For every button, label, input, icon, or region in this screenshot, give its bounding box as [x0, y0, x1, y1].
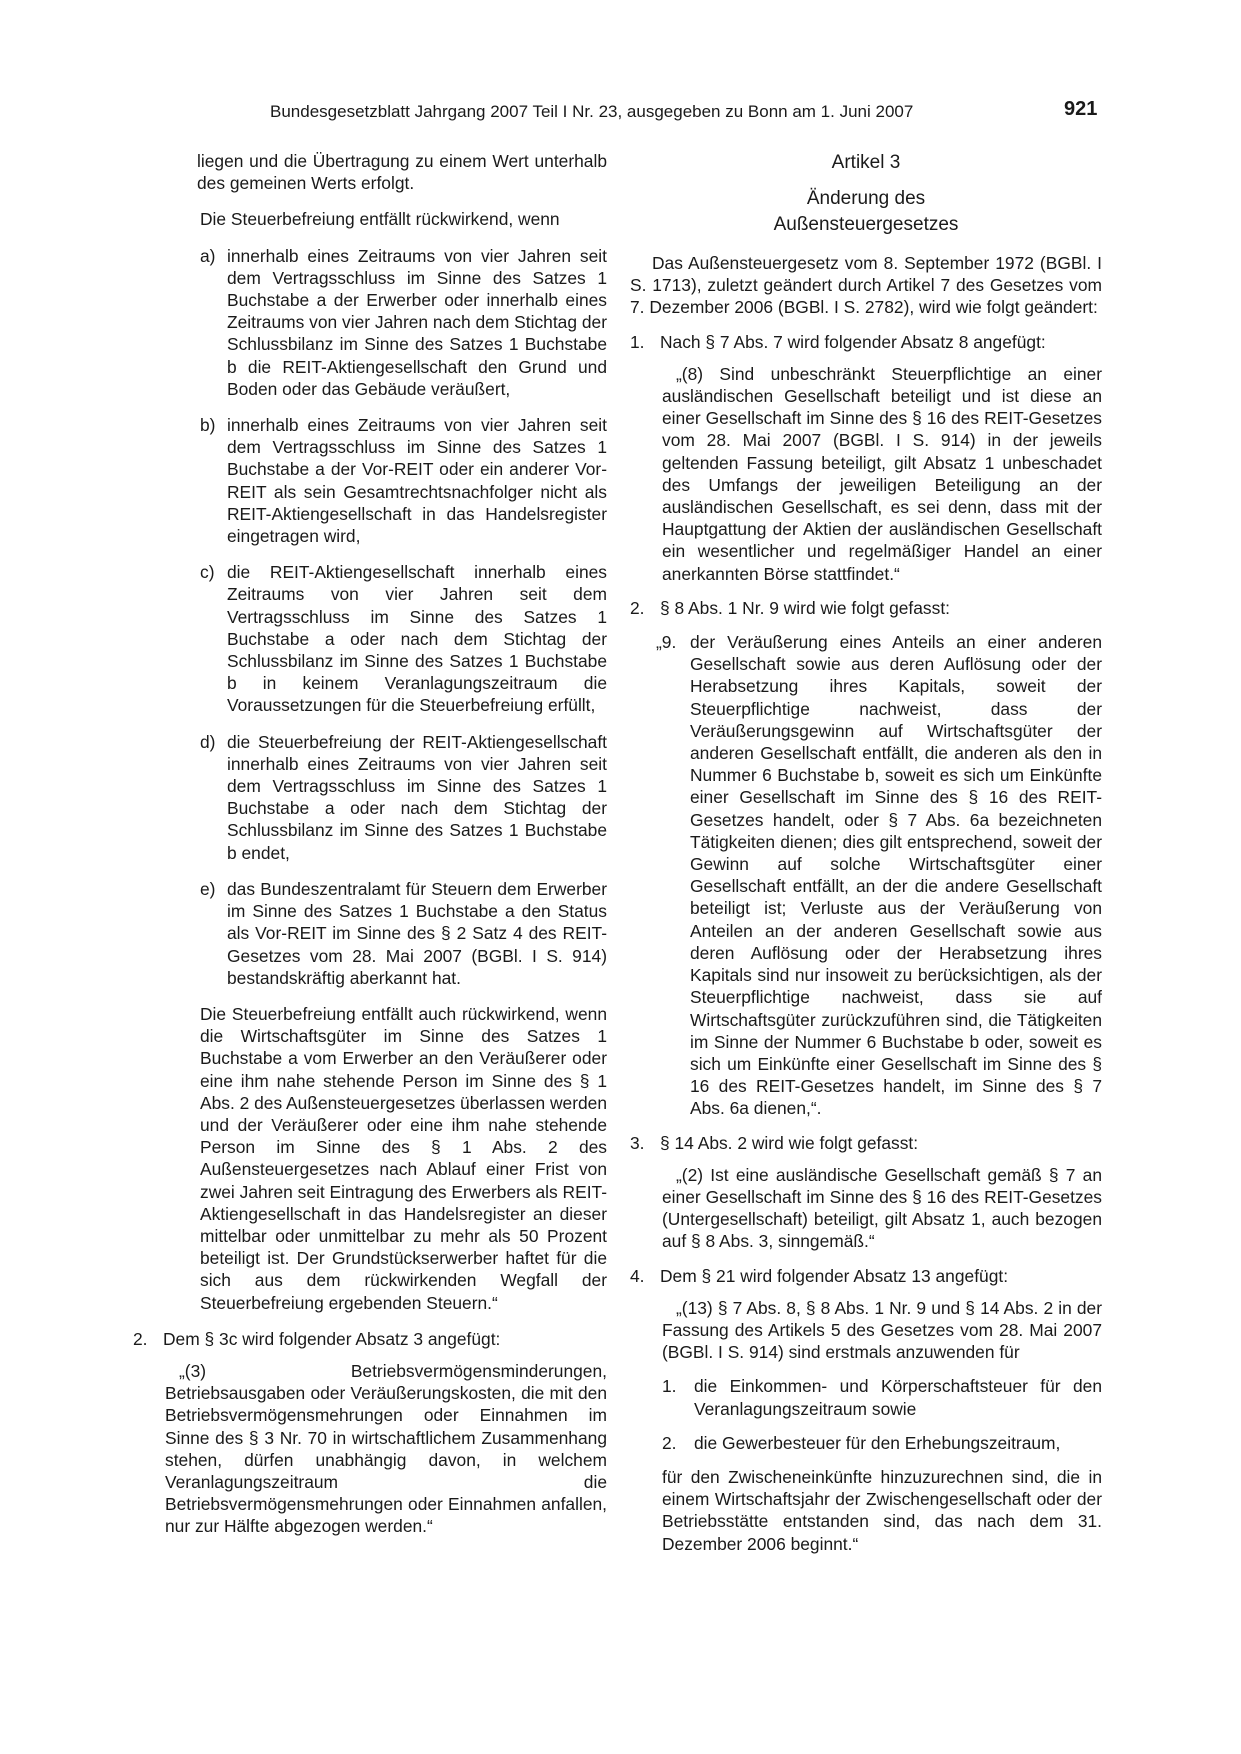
item-text: § 14 Abs. 2 wird wie folgt gefasst:	[660, 1132, 919, 1153]
list-item	[133, 878, 607, 989]
quote-absatz-3: „(3) Betriebsvermögensminderungen, Betriebsausgaben oder Veräußerungskosten, die mit den Betriebsvermögensmehrungen oder Einnahmen im Sinne des § 3 Nr. 70 in wirtschaftlichem Zusammenhang stehen, dürfen unabhängig davon, in welchem Veranlagungszeitraum die Betriebsvermögensmehrungen oder Einnahmen anfallen, nur zur Hälfte abgezogen werden.“	[165, 1360, 607, 1537]
list-text: die Gewerbesteuer für den Erhebungszeitraum,	[694, 1432, 1061, 1453]
list-label: 1.	[662, 1376, 677, 1397]
list-item	[133, 561, 607, 716]
item-text: § 8 Abs. 1 Nr. 9 wird wie folgt gefasst:	[660, 597, 950, 618]
numbered-item-4	[630, 1265, 1102, 1287]
right-column	[630, 150, 1102, 1555]
item-number: 3.	[630, 1132, 645, 1153]
page-number: 921	[1064, 98, 1098, 120]
list-item	[133, 245, 607, 400]
list-item	[133, 414, 607, 547]
list-label: d)	[200, 731, 216, 752]
left-column	[133, 150, 607, 1538]
numbered-item-3	[630, 1132, 1102, 1154]
numbered-item-2	[630, 597, 1102, 619]
page-header	[0, 98, 1241, 128]
numbered-item-2	[133, 1328, 607, 1350]
list-label: e)	[200, 878, 216, 899]
list-item	[630, 1375, 1102, 1419]
quote-absatz-13: „(13) § 7 Abs. 8, § 8 Abs. 1 Nr. 9 und § 14 Abs. 2 in der Fassung des Artikels 5 des Gesetzes vom 28. Mai 2007 (BGBl. I S. 914) sind erstmals anzuwenden für	[662, 1297, 1102, 1363]
list-text: innerhalb eines Zeitraums von vier Jahren seit dem Vertragsschluss im Sinne des Satzes 1 Buchstabe a der Vor-REIT oder ein anderer Vor-REIT als sein Gesamtrechtsnachfolger nicht als REIT-Aktiengesellschaft in das Handelsregister eingetragen wird,	[227, 415, 607, 547]
item-number: 4.	[630, 1265, 645, 1286]
list-label: a)	[200, 245, 216, 266]
item-text: Nach § 7 Abs. 7 wird folgender Absatz 8 angefügt:	[660, 331, 1046, 352]
list-text: das Bundeszentralamt für Steuern dem Erwerber im Sinne des Satzes 1 Buchstabe a den Status als Vor-REIT im Sinne des § 2 Satz 4 des REIT-Gesetzes vom 28. Mai 2007 (BGBl. I S. 914) bestandskräftig aberkannt hat.	[227, 878, 607, 988]
list-text: die Einkommen- und Körperschaftsteuer für den Veranlagungszeitraum sowie	[694, 1376, 1102, 1419]
list-text: innerhalb eines Zeitraums von vier Jahren seit dem Vertragsschluss im Sinne des Satzes 1 Buchstabe a der Erwerber oder innerhalb eines Zeitraums von vier Jahren nach dem Stichtag der Schlussbilanz im Sinne des Satzes 1 Buchstabe b die REIT-Aktiengesellschaft den Grund und Boden oder das Gebäude veräußert,	[227, 245, 607, 399]
article-heading-line1: Änderung des	[806, 188, 926, 209]
list-item	[630, 1432, 1102, 1454]
quote-nummer-9	[630, 631, 1102, 1119]
quote-absatz-8: „(8) Sind unbeschränkt Steuerpflichtige an einer ausländischen Gesellschaft beteiligt und ist diese an einer Gesellschaft im Sinne des § 16 des REIT-Gesetzes vom 28. Mai 2007 (BGBl. I S. 914) in der jeweils geltenden Fassung beteiligt, gilt Absatz 1 unbeschadet des Umfangs der jeweiligen Beteiligung an der ausländischen Gesellschaft, es sei denn, dass mit der Hauptgattung der Aktien der ausländischen Gesellschaft ein wesentlicher und regelmäßiger Handel an einer anerkannten Börse stattfindet.“	[662, 363, 1102, 584]
list-text: die REIT-Aktiengesellschaft innerhalb eines Zeitraums von vier Jahren seit dem Vertragsschluss im Sinne des Satzes 1 Buchstabe a oder nach dem Stichtag der Schlussbilanz im Sinne des Satzes 1 Buchstabe b in keinem Veranlagungszeitraum die Voraussetzungen für die Steuerbefreiung erfüllt,	[227, 562, 607, 716]
list-label: 2.	[662, 1432, 677, 1453]
quote-absatz-2: „(2) Ist eine ausländische Gesellschaft gemäß § 7 an einer Gesellschaft im Sinne des § 16 des REIT-Gesetzes (Untergesellschaft) beteiligt, gilt Absatz 1, auch bezogen auf § 8 Abs. 3, sinngemäß.“	[662, 1164, 1102, 1252]
list-label: c)	[200, 562, 215, 583]
item-text: Dem § 3c wird folgender Absatz 3 angefügt:	[163, 1328, 501, 1349]
item-text: der Veräußerung eines Anteils an einer anderen Gesellschaft sowie aus deren Auflösung oder der Herabsetzung ihres Kapitals, soweit der Steuerpflichtige nachweist, dass der Veräußerungsgewinn auf Wirtschaftsgüter der anderen Gesellschaft entfällt, die anderen als den in Nummer 6 Buchstabe b, soweit es sich um Einkünfte einer Gesellschaft im Sinne des § 16 des REIT-Gesetzes handelt, oder § 7 Abs. 6a bezeichneten Tätigkeiten dienen; dies gilt entsprechend, soweit der Gewinn auf solche Wirtschaftsgüter einer Gesellschaft entfällt, an der die andere Gesellschaft beteiligt ist; Verluste aus der Veräußerung von Anteilen an der anderen Gesellschaft sowie aus deren Auflösung oder der Herabsetzung ihres Kapitals sind nur insoweit zu berücksichtigen, als der Steuerpflichtige nachweist, dass sie auf Wirtschaftsgüter zurückzuführen sind, die Tätigkeiten im Sinne der Nummer 6 Buchstabe b oder, soweit es sich um Einkünfte einer Gesellschaft im Sinne des § 16 des REIT-Gesetzes handelt, im Sinne des § 7 Abs. 6a dienen,“.	[690, 632, 1102, 1119]
item-number: 1.	[630, 331, 645, 352]
intro-continuation: liegen und die Übertragung zu einem Wert unterhalb des gemeinen Werts erfolgt.	[197, 151, 607, 194]
item-number: 2.	[630, 597, 645, 618]
list-label: b)	[200, 415, 216, 436]
article-title: Artikel 3	[831, 152, 901, 173]
article-heading-line2: Außensteuergesetzes	[773, 214, 959, 235]
item-number: 2.	[133, 1328, 148, 1349]
paragraph-steuerbefreiung: Die Steuerbefreiung entfällt rückwirkend, wenn	[200, 209, 560, 230]
paragraph-auch-rueckwirkend: Die Steuerbefreiung entfällt auch rückwirkend, wenn die Wirtschaftsgüter im Sinne des Satzes 1 Buchstabe a vom Erwerber an den Veräußerer oder eine ihm nahe stehende Person im Sinne des § 1 Abs. 2 des Außensteuergesetzes überlassen werden und der Veräußerer oder eine ihm nahe stehende Person im Sinne des § 1 Abs. 2 des Außensteuergesetzes nach Ablauf einer Frist von zwei Jahren seit Eintragung des Erwerbers als REIT-Aktiengesellschaft in das Handelsregister an dieser mittelbar oder unmittelbar zu mehr als 50 Prozent beteiligt ist. Der Grundstückserwerber haftet für die sich aus dem rückwirkenden Wegfall der Steuerbefreiung ergebenden Steuern.“	[200, 1003, 607, 1313]
header-title: Bundesgesetzblatt Jahrgang 2007 Teil I Nr. 23, ausgegeben zu Bonn am 1. Juni 2007	[270, 102, 914, 121]
item-text: Dem § 21 wird folgender Absatz 13 angefügt:	[660, 1265, 1009, 1286]
article-intro: Das Außensteuergesetz vom 8. September 1972 (BGBl. I S. 1713), zuletzt geändert durch Artikel 7 des Gesetzes vom 7. Dezember 2006 (BGBl. I S. 2782), wird wie folgt geändert:	[630, 253, 1102, 318]
closing-paragraph: für den Zwischeneinkünfte hinzuzurechnen sind, die in einem Wirtschaftsjahr der Zwischengesellschaft oder der Betriebsstätte entstanden sind, das nach dem 31. Dezember 2006 beginnt.“	[662, 1466, 1102, 1554]
list-text: die Steuerbefreiung der REIT-Aktiengesellschaft innerhalb eines Zeitraums von vier Jahren seit dem Vertragsschluss im Sinne des Satzes 1 Buchstabe a oder nach dem Stichtag der Schlussbilanz im Sinne des Satzes 1 Buchstabe b endet,	[227, 731, 607, 863]
numbered-item-1	[630, 331, 1102, 353]
item-number: „9.	[656, 632, 677, 653]
list-item	[133, 731, 607, 864]
